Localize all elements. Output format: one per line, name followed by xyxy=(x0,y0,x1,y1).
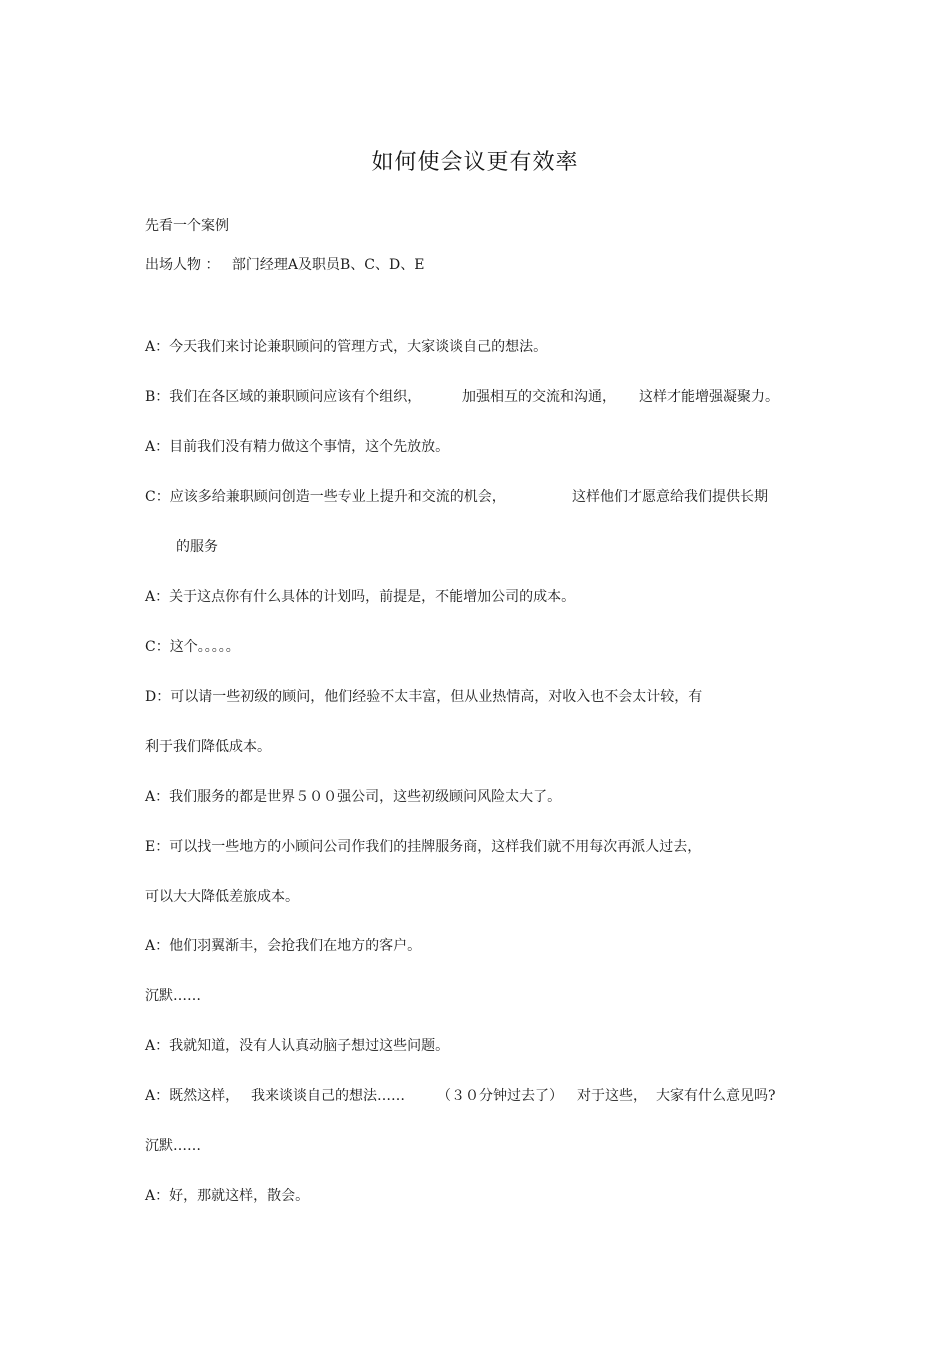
dialogue-segment: A：既然这样， xyxy=(145,1088,240,1104)
dialogue-line xyxy=(145,1086,805,1106)
dialogue-segment: 大家有什么意见吗? xyxy=(656,1088,776,1104)
dialogue-line: A：他们羽翼渐丰，会抢我们在地方的客户。 xyxy=(145,938,422,954)
cast-members: 部门经理A及职员B、C、D、E xyxy=(231,257,425,273)
dialogue-line: A：目前我们没有精力做这个事情，这个先放放。 xyxy=(145,439,450,455)
dialogue-segment: B：我们在各区域的兼职顾问应该有个组织， xyxy=(145,389,422,405)
dialogue-line xyxy=(145,487,805,507)
document-title: 如何使会议更有效率 xyxy=(371,150,579,175)
dialogue-segment: 我来谈谈自己的想法…… xyxy=(251,1088,405,1104)
dialogue-line xyxy=(145,387,805,407)
dialogue-line: C：这个。。。。。 xyxy=(145,639,240,655)
dialogue-segment: 这样他们才愿意给我们提供长期 xyxy=(572,489,768,505)
silence-line: 沉默…… xyxy=(145,1138,201,1154)
dialogue-segment: 这样才能增强凝聚力。 xyxy=(639,389,779,405)
silence-line: 沉默…… xyxy=(145,988,201,1004)
intro-text: 先看一个案例 xyxy=(145,218,229,234)
cast-line xyxy=(145,255,424,275)
cast-label: 出场人物 ： xyxy=(145,257,220,273)
dialogue-continuation: 利于我们降低成本。 xyxy=(145,739,271,755)
dialogue-continuation: 的服务 xyxy=(176,539,218,555)
dialogue-line: A：今天我们来讨论兼职顾问的管理方式，大家谈谈自己的想法。 xyxy=(145,339,548,355)
dialogue-segment: C：应该多给兼职顾问创造一些专业上提升和交流的机会， xyxy=(145,489,506,505)
dialogue-line: A：好，那就这样，散会。 xyxy=(145,1188,310,1204)
dialogue-line: D：可以请一些初级的顾问，他们经验不太丰富，但从业热情高，对收入也不会太计较，有 xyxy=(145,689,703,705)
dialogue-segment: 加强相互的交流和沟通， xyxy=(462,389,616,405)
dialogue-line: A：我们服务的都是世界５００强公司，这些初级顾问风险太大了。 xyxy=(145,789,562,805)
dialogue-segment: （３０分钟过去了） xyxy=(437,1088,563,1104)
dialogue-line: E：可以找一些地方的小顾问公司作我们的挂牌服务商，这样我们就不用每次再派人过去， xyxy=(145,839,702,855)
dialogue-line: A：我就知道，没有人认真动脑子想过这些问题。 xyxy=(145,1038,450,1054)
dialogue-segment: 对于这些， xyxy=(577,1088,647,1104)
dialogue-continuation: 可以大大降低差旅成本。 xyxy=(145,889,299,905)
dialogue-line: A：关于这点你有什么具体的计划吗，前提是，不能增加公司的成本。 xyxy=(145,589,576,605)
